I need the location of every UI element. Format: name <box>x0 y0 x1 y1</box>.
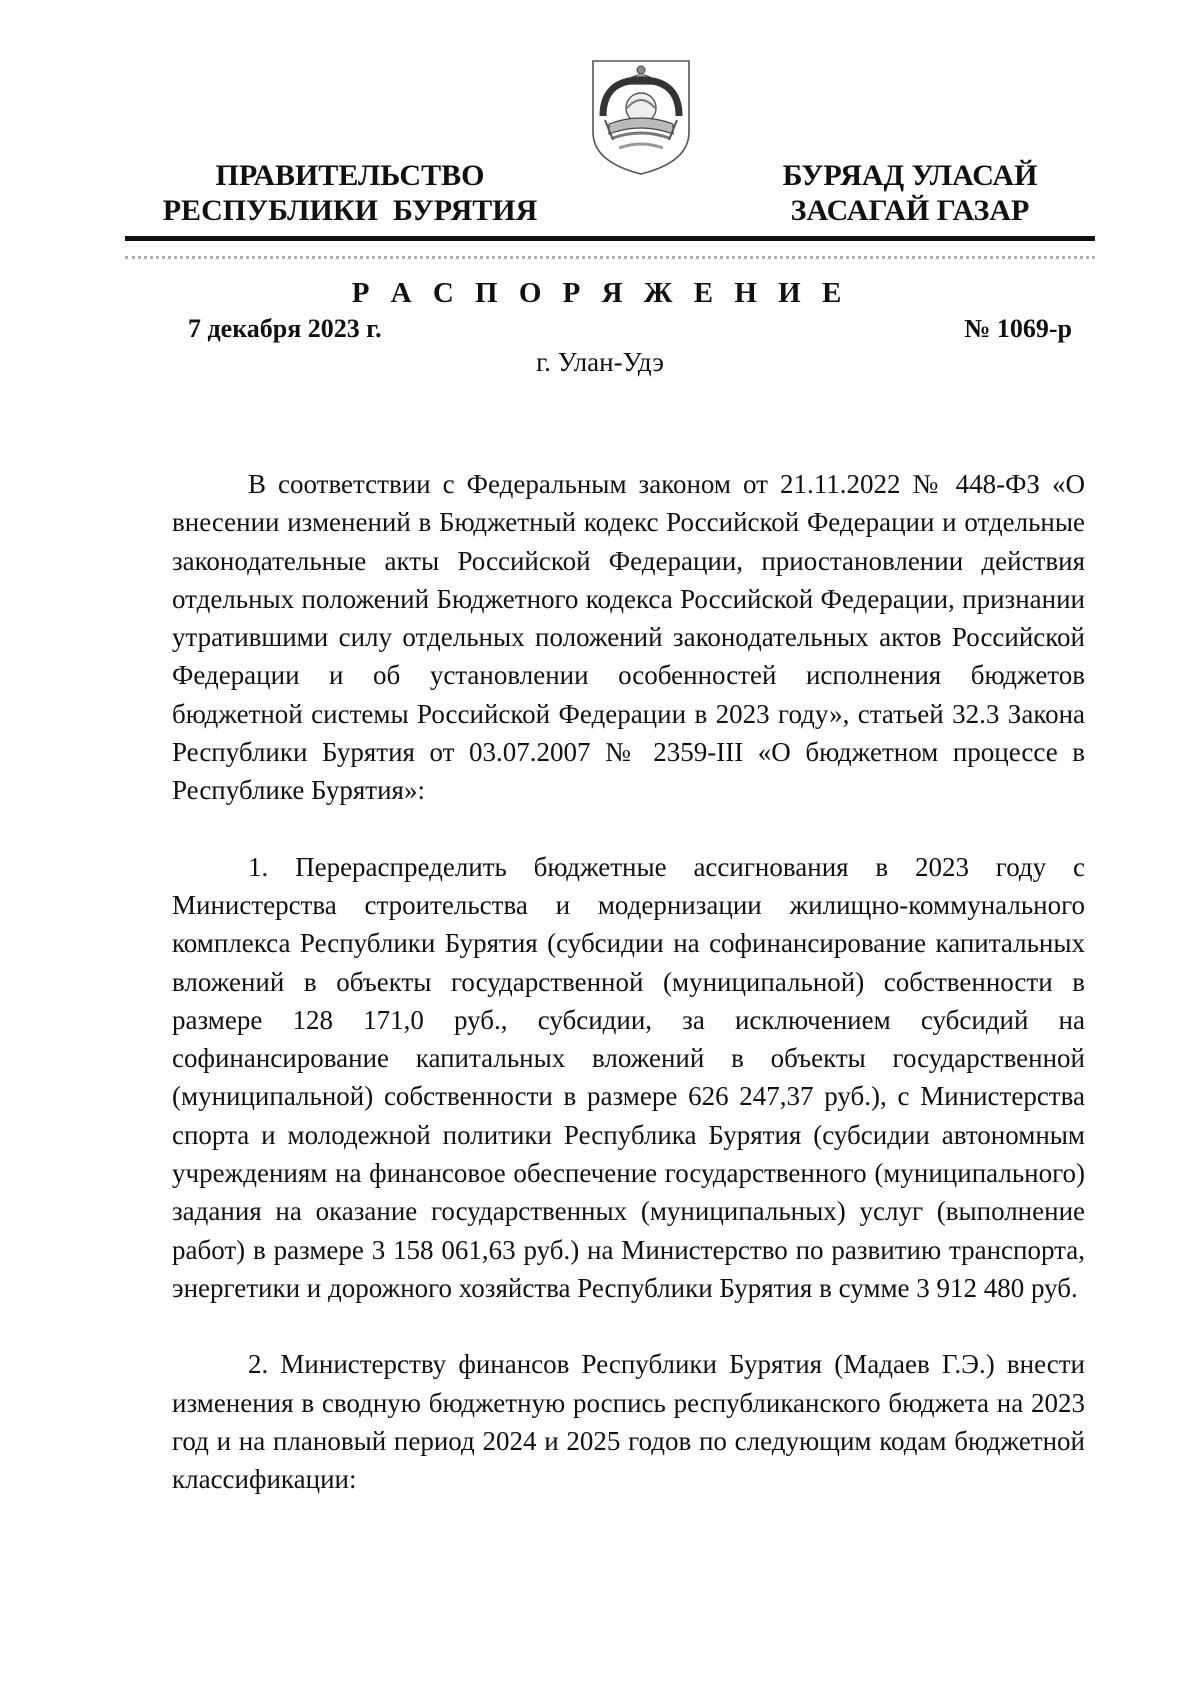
body-paragraph-preamble: В соответствии с Федеральным законом от 21.11.2022 № 448-ФЗ «О внесении изменений в Бюджетный кодекс Российской Федерации и отдельные законодательные акты Российской Федерации, приостановлении действия отдельных положений Бюджетного кодекса Российской Федерации, признании утратившими силу отдельных положений законодательных актов Российской Федерации и об установлении особенностей исполнения бюджетов бюджетной системы Российской Федерации в 2023 году», статьей 32.3 Закона Республики Бурятия от 03.07.2007 № 2359-III «О бюджетном процессе в Республике Бурятия»: <box>172 469 1085 806</box>
org-name-russian-line2: РЕСПУБЛИКИ БУРЯТИЯ <box>162 194 538 227</box>
org-name-russian <box>150 158 550 228</box>
header-divider-thin <box>125 256 1095 259</box>
document-number: № 1069-р <box>964 314 1072 343</box>
document-type-title: Р А С П О Р Я Ж Е Н И Е <box>351 277 849 309</box>
document-city: г. Улан-Удэ <box>536 347 664 377</box>
coat-of-arms-icon <box>589 58 693 176</box>
org-name-buryat-line1: БУРЯАД УЛАСАЙ <box>782 159 1038 192</box>
header-divider-thick <box>125 236 1095 241</box>
org-name-buryat-line2: ЗАСАГАЙ ГАЗАР <box>790 194 1030 227</box>
org-name-buryat <box>750 158 1070 228</box>
body-paragraph-item-2: 2. Министерству финансов Республики Бурятия (Мадаев Г.Э.) внести изменения в сводную бюджетную роспись республиканского бюджета на 2023 год и на плановый период 2024 и 2025 годов по следующим кодам бюджетной классификации: <box>172 1349 1085 1495</box>
body-paragraph-item-1: 1. Перераспределить бюджетные ассигнования в 2023 году с Министерства строительства и модернизации жилищно-коммунального комплекса Республики Бурятия (субсидии на софинансирование капитальных вложений в объекты государственной (муниципальной) собственности в размере 128 171,0 руб., субсидии, за исключением субсидий на софинансирование капитальных вложений в объекты государственной (муниципальной) собственности в размере 626 247,37 руб.), с Министерства спорта и молодежной политики Республика Бурятия (субсидии автономным учреждениям на финансовое обеспечение государственного (муниципального) задания на оказание государственных (муниципальных) услуг (выполнение работ) в размере 3 158 061,63 руб.) на Министерство по развитию транспорта, энергетики и дорожного хозяйства Республики Бурятия в сумме 3 912 480 руб. <box>172 851 1085 1303</box>
document-body <box>172 465 1085 1498</box>
document-date: 7 декабря 2023 г. <box>188 314 382 343</box>
org-name-russian-line1: ПРАВИТЕЛЬСТВО <box>215 159 485 192</box>
